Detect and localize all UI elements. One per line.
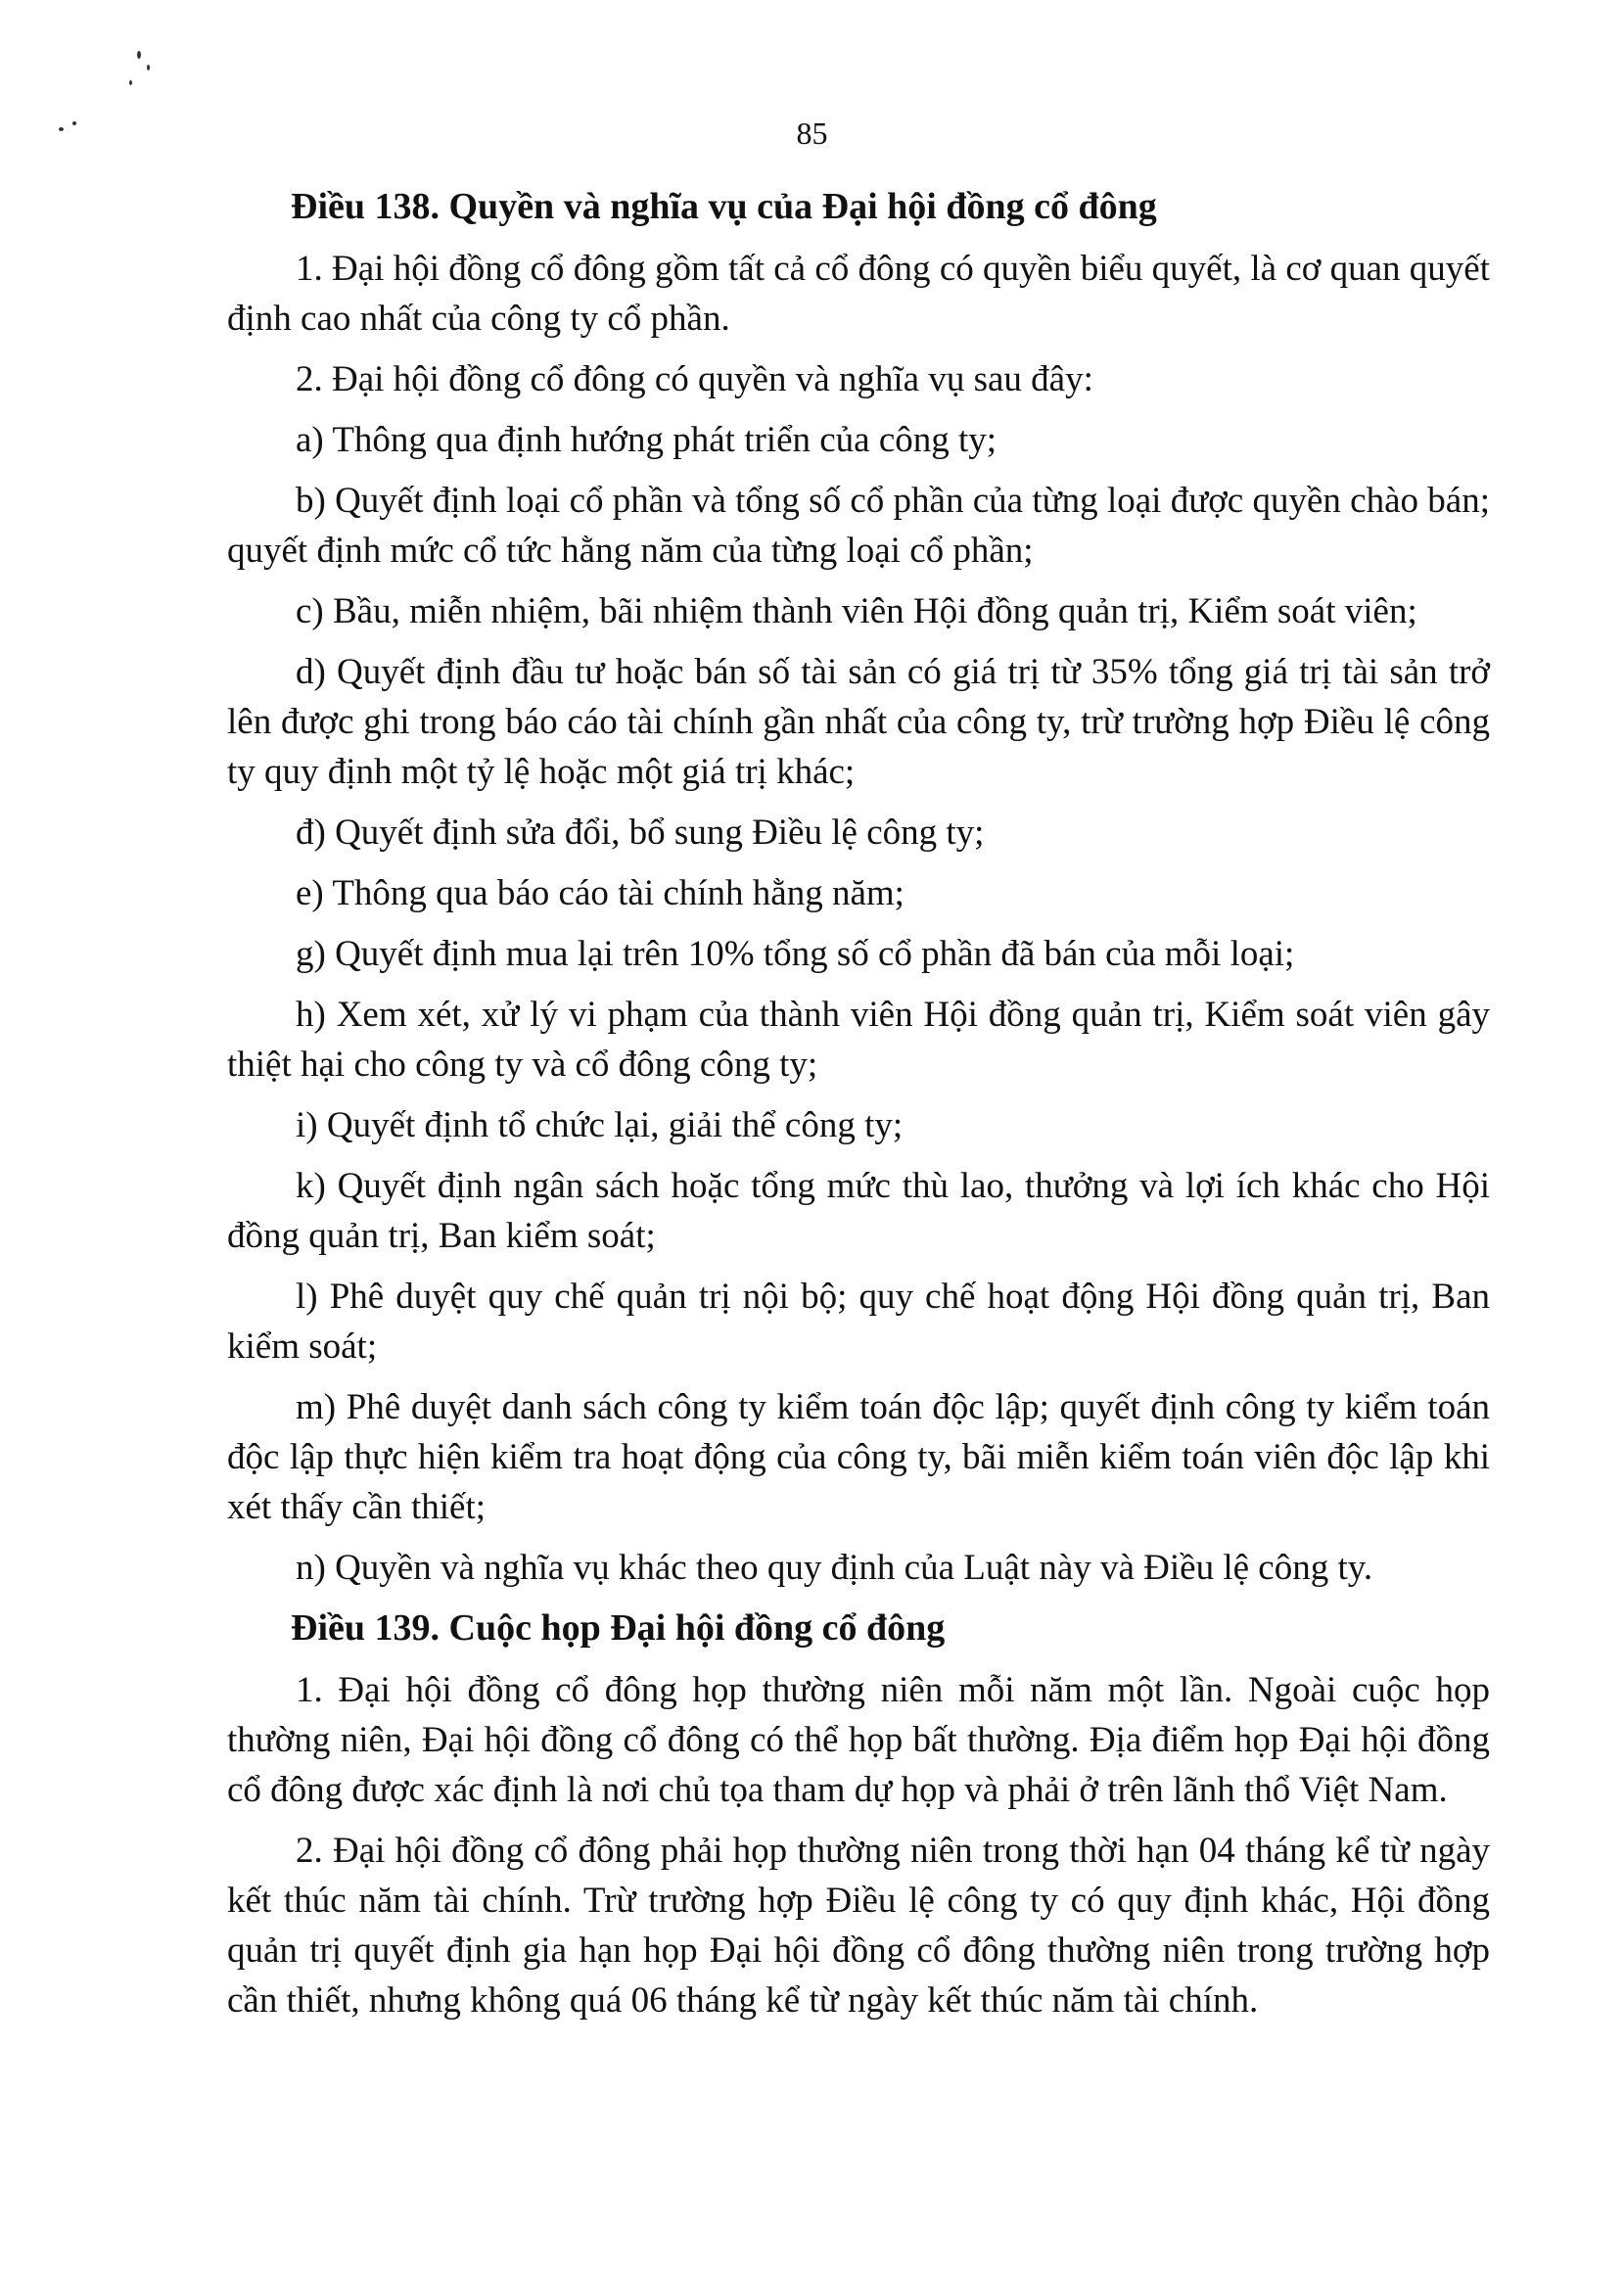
scan-speck bbox=[147, 65, 150, 70]
article-139-paragraph: 1. Đại hội đồng cổ đông họp thường niên mỗi năm một lần. Ngoài cuộc họp thường niên, Đại hội đồng cổ đông có thể họp bất thường. Địa điểm họp Đại hội đồng cổ đông được xác định là nơi chủ tọa tham dự họp và phải ở trên lãnh thổ Việt Nam. bbox=[227, 1670, 1490, 1810]
article-138-paragraph: h) Xem xét, xử lý vi phạm của thành viên Hội đồng quản trị, Kiểm soát viên gây thiệt hại cho công ty và cổ đông công ty; bbox=[227, 995, 1490, 1085]
article-138-paragraph: 2. Đại hội đồng cổ đông có quyền và nghĩa vụ sau đây: bbox=[296, 359, 1093, 399]
article-138-paragraph: 1. Đại hội đồng cổ đông gồm tất cả cổ đông có quyền biểu quyết, là cơ quan quyết định cao nhất của công ty cổ phần. bbox=[227, 249, 1490, 339]
article-138-paragraph: m) Phê duyệt danh sách công ty kiểm toán độc lập; quyết định công ty kiểm toán độc lập thực hiện kiểm tra hoạt động của công ty, bãi miễn kiểm toán viên độc lập khi xét thấy cần thiết; bbox=[227, 1387, 1490, 1527]
article-138-paragraph: d) Quyết định đầu tư hoặc bán số tài sản có giá trị từ 35% tổng giá trị tài sản trở lên được ghi trong báo cáo tài chính gần nhất của công ty, trừ trường hợp Điều lệ công ty quy định một tỷ lệ hoặc một giá trị khác; bbox=[227, 652, 1490, 792]
article-138-paragraph: c) Bầu, miễn nhiệm, bãi nhiệm thành viên Hội đồng quản trị, Kiểm soát viên; bbox=[296, 591, 1417, 631]
article-138-paragraph: k) Quyết định ngân sách hoặc tổng mức thù lao, thưởng và lợi ích khác cho Hội đồng quản trị, Ban kiểm soát; bbox=[227, 1166, 1490, 1256]
article-139-heading: Điều 139. Cuộc họp Đại hội đồng cổ đông bbox=[291, 1607, 946, 1649]
article-138-paragraph: a) Thông qua định hướng phát triển của công ty; bbox=[296, 420, 998, 460]
article-138-paragraph: i) Quyết định tổ chức lại, giải thể công ty; bbox=[296, 1105, 904, 1145]
scan-speck bbox=[129, 80, 132, 85]
scan-speck bbox=[137, 51, 141, 59]
article-138-paragraph: l) Phê duyệt quy chế quản trị nội bộ; quy chế hoạt động Hội đồng quản trị, Ban kiểm soát; bbox=[227, 1277, 1490, 1367]
article-138-paragraph: n) Quyền và nghĩa vụ khác theo quy định của Luật này và Điều lệ công ty. bbox=[296, 1548, 1373, 1588]
article-138-paragraph: g) Quyết định mua lại trên 10% tổng số cổ phần đã bán của mỗi loại; bbox=[296, 934, 1295, 974]
article-139-paragraph: 2. Đại hội đồng cổ đông phải họp thường niên trong thời hạn 04 tháng kể từ ngày kết thúc năm tài chính. Trừ trường hợp Điều lệ công ty có quy định khác, Hội đồng quản trị quyết định gia hạn họp Đại hội đồng cổ đông thường niên trong trường hợp cần thiết, nhưng không quá 06 tháng kể từ ngày kết thúc năm tài chính. bbox=[227, 1831, 1490, 2021]
article-138-paragraph: e) Thông qua báo cáo tài chính hằng năm; bbox=[296, 873, 905, 913]
article-138-paragraph: đ) Quyết định sửa đổi, bổ sung Điều lệ công ty; bbox=[296, 813, 985, 853]
page-number: 85 bbox=[796, 116, 828, 151]
document-body bbox=[227, 182, 1490, 2036]
article-138-heading: Điều 138. Quyền và nghĩa vụ của Đại hội đồng cổ đông bbox=[291, 186, 1157, 227]
article-138-paragraph: b) Quyết định loại cổ phần và tổng số cổ phần của từng loại được quyền chào bán; quyết định mức cổ tức hằng năm của từng loại cổ phần; bbox=[227, 481, 1490, 571]
